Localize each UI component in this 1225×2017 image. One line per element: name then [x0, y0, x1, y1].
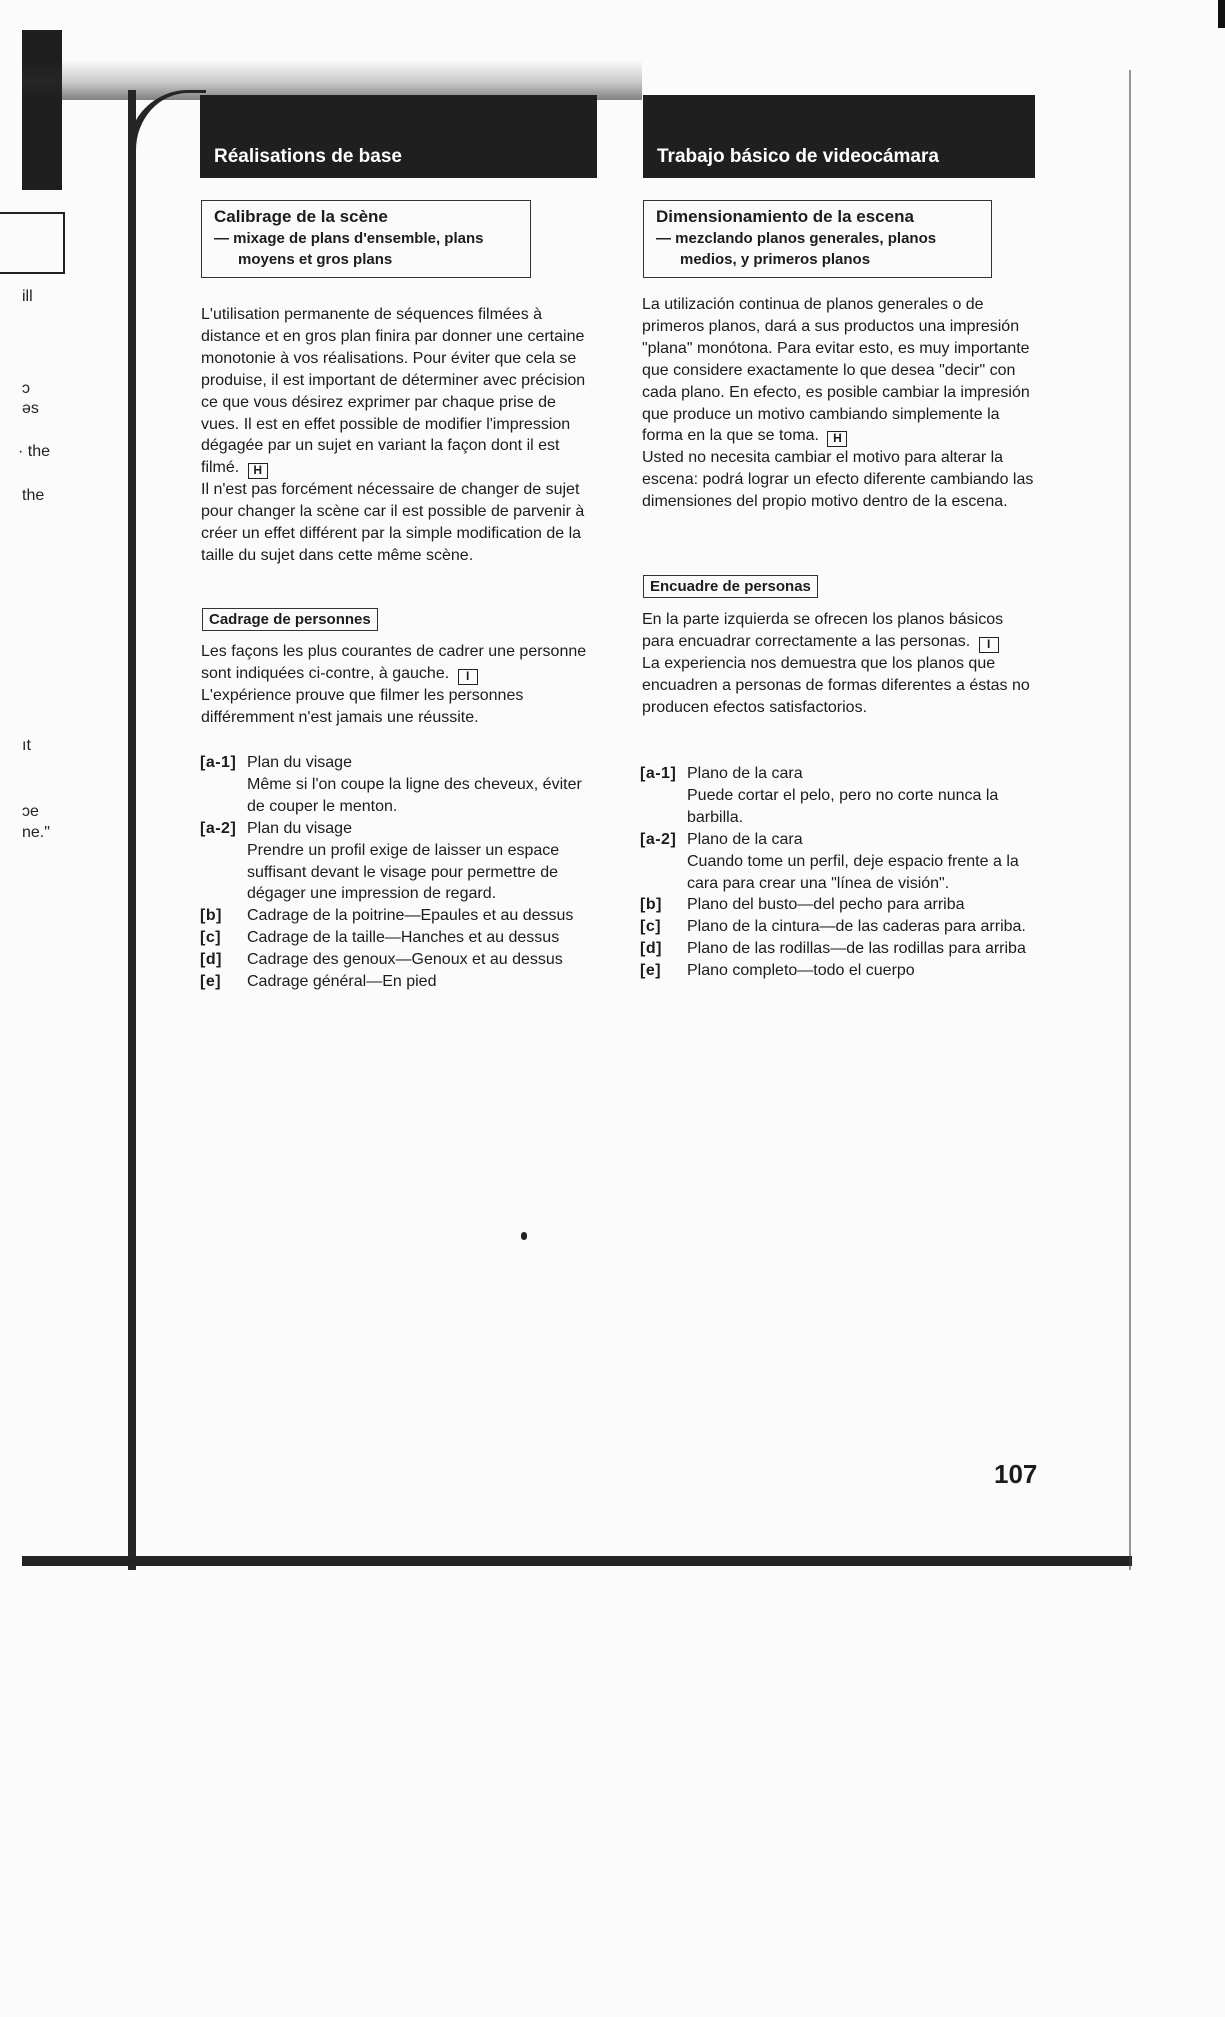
french-title: Calibrage de la scène	[214, 207, 388, 226]
french-section-intro	[201, 641, 593, 729]
spanish-framing-list	[640, 763, 1040, 982]
item-title: Plano de la cara	[687, 765, 803, 782]
item-title: Plano de la cintura—de las caderas para arriba.	[687, 918, 1026, 936]
list-item	[200, 971, 590, 993]
item-title: Plan du visage	[247, 819, 352, 837]
french-section-paragraph-b: L'expérience prouve que filmer les personnes différemment n'est jamais une réussite.	[201, 686, 524, 726]
list-item	[200, 818, 590, 906]
scan-speck	[521, 1232, 527, 1240]
margin-fragment: ne."	[22, 824, 50, 841]
figure-i-marker: I	[979, 637, 999, 653]
item-title: Plan du visage	[247, 754, 352, 771]
item-title: Cadrage de la taille—Hanches et au dessus	[247, 929, 560, 947]
item-title: Plano completo—todo el cuerpo	[687, 962, 915, 980]
item-label: [e]	[200, 973, 222, 991]
list-item	[640, 763, 1040, 829]
item-label: [a-1]	[200, 754, 237, 771]
figure-i-marker: I	[458, 669, 478, 685]
margin-fragment: ɔ	[22, 380, 30, 397]
list-item	[640, 894, 1040, 916]
spanish-title: Dimensionamiento de la escena	[656, 207, 914, 226]
list-item	[640, 938, 1040, 960]
item-description: Puede cortar el pelo, pero no corte nunca la barbilla.	[687, 786, 999, 826]
item-title: Plano de la cara	[687, 830, 803, 848]
item-title: Plano de las rodillas—de las rodillas para arriba	[687, 940, 1026, 958]
spanish-title-box	[643, 200, 992, 278]
spanish-intro-paragraph-a: La utilización continua de planos generales o de primeros planos, dará a sus productos una impresión "plana" monótona. Para evitar esto, es muy importante que considere exactamente lo que desea "decir" con cada plano. En efecto, es posible cambiar la impresión que produce un motivo cambiando simplemente la forma en la que se toma.	[642, 296, 1030, 445]
margin-fragment: ɔe	[22, 803, 39, 820]
item-title: Cadrage général—En pied	[247, 973, 437, 991]
list-item	[200, 905, 590, 927]
spanish-section-title: Encuadre de personas	[643, 575, 818, 598]
page-right-edge	[1129, 70, 1131, 1570]
french-intro-paragraph-b: Il n'est pas forcément nécessaire de changer de sujet pour changer la scène car il est possible de parvenir à créer un effet différent par la simple modification de la taille du sujet dans cette même scène.	[201, 481, 585, 565]
item-title: Cadrage des genoux—Genoux et au dessus	[247, 951, 563, 969]
item-label: [b]	[200, 907, 222, 925]
french-intro-paragraph-a: L'utilisation permanente de séquences filmées à distance et en gros plan finira par donner une certaine monotonie à vos réalisations. Pour éviter que cela se produise, il est important de déterminer avec précision ce que vous désirez exprimer par chaque prise de vues. Il est en effet possible de modifier l'impression dégagée par un sujet en variant la façon dont il est filmé.	[201, 306, 586, 477]
margin-fragment: ıt	[22, 737, 31, 754]
page-number: 107	[994, 1459, 1038, 1489]
list-item	[640, 916, 1040, 938]
item-label: [a-2]	[640, 830, 677, 848]
margin-fragment: əs	[22, 400, 39, 417]
list-item	[640, 960, 1040, 982]
item-title: Cadrage de la poitrine—Epaules et au dessus	[247, 907, 574, 925]
item-title: Plano del busto—del pecho para arriba	[687, 896, 965, 914]
list-item	[200, 949, 590, 971]
margin-fragment: the	[22, 487, 45, 504]
item-label: [b]	[640, 896, 662, 914]
list-item	[640, 829, 1040, 895]
previous-page-box-fragment	[0, 212, 65, 274]
list-item	[200, 752, 590, 818]
french-section-header: Réalisations de base	[200, 95, 597, 178]
scan-shadow-top	[22, 60, 642, 100]
item-label: [d]	[640, 940, 662, 958]
french-subtitle: — mixage de plans d'ensemble, plans moyens et gros plans	[214, 230, 484, 268]
item-label: [a-1]	[640, 765, 677, 782]
margin-fragment: ill	[22, 288, 33, 305]
spanish-subtitle: — mezclando planos generales, planos medios, y primeros planos	[656, 230, 937, 268]
spanish-section-paragraph-b: La experiencia nos demuestra que los planos que encuadren a personas de formas diferentes a éstas no producen efectos satisfactorios.	[642, 654, 1030, 716]
french-section-title: Cadrage de personnes	[202, 608, 378, 631]
figure-h-marker: H	[248, 463, 268, 479]
french-intro	[201, 304, 593, 567]
margin-fragment: · the	[18, 443, 51, 460]
french-section-paragraph-a: Les façons les plus courantes de cadrer une personne sont indiquées ci-contre, à gauche.	[201, 643, 587, 682]
list-item	[200, 927, 590, 949]
spanish-intro	[642, 294, 1037, 513]
french-framing-list	[200, 752, 590, 993]
spanish-intro-paragraph-b: Usted no necesita cambiar el motivo para alterar la escena: podrá lograr un efecto diferente cambiando las dimensiones del propio motivo dentro de la escena.	[642, 449, 1034, 511]
item-description: Cuando tome un perfil, deje espacio frente a la cara para crear una "línea de visión".	[687, 852, 1019, 892]
item-description: Prendre un profil exige de laisser un espace suffisant devant le visage pour permettre de dégager une impression de regard.	[247, 841, 560, 903]
page-spine-line	[128, 90, 136, 1570]
spanish-section-intro	[642, 609, 1037, 719]
item-label: [c]	[640, 918, 662, 936]
spanish-section-header: Trabajo básico de videocámara	[643, 95, 1035, 178]
item-label: [e]	[640, 962, 662, 980]
scan-shadow-left	[22, 30, 62, 190]
figure-h-marker: H	[827, 431, 847, 447]
page-bottom-edge	[22, 1556, 1132, 1566]
scan-mark-top-right	[1218, 0, 1225, 28]
item-label: [d]	[200, 951, 222, 969]
item-description: Même si l'on coupe la ligne des cheveux, éviter de couper le menton.	[247, 775, 582, 815]
spanish-section-paragraph-a: En la parte izquierda se ofrecen los planos básicos para encuadrar correctamente a las personas.	[642, 611, 1004, 650]
french-title-box	[201, 200, 531, 278]
item-label: [a-2]	[200, 819, 237, 837]
item-label: [c]	[200, 929, 222, 947]
